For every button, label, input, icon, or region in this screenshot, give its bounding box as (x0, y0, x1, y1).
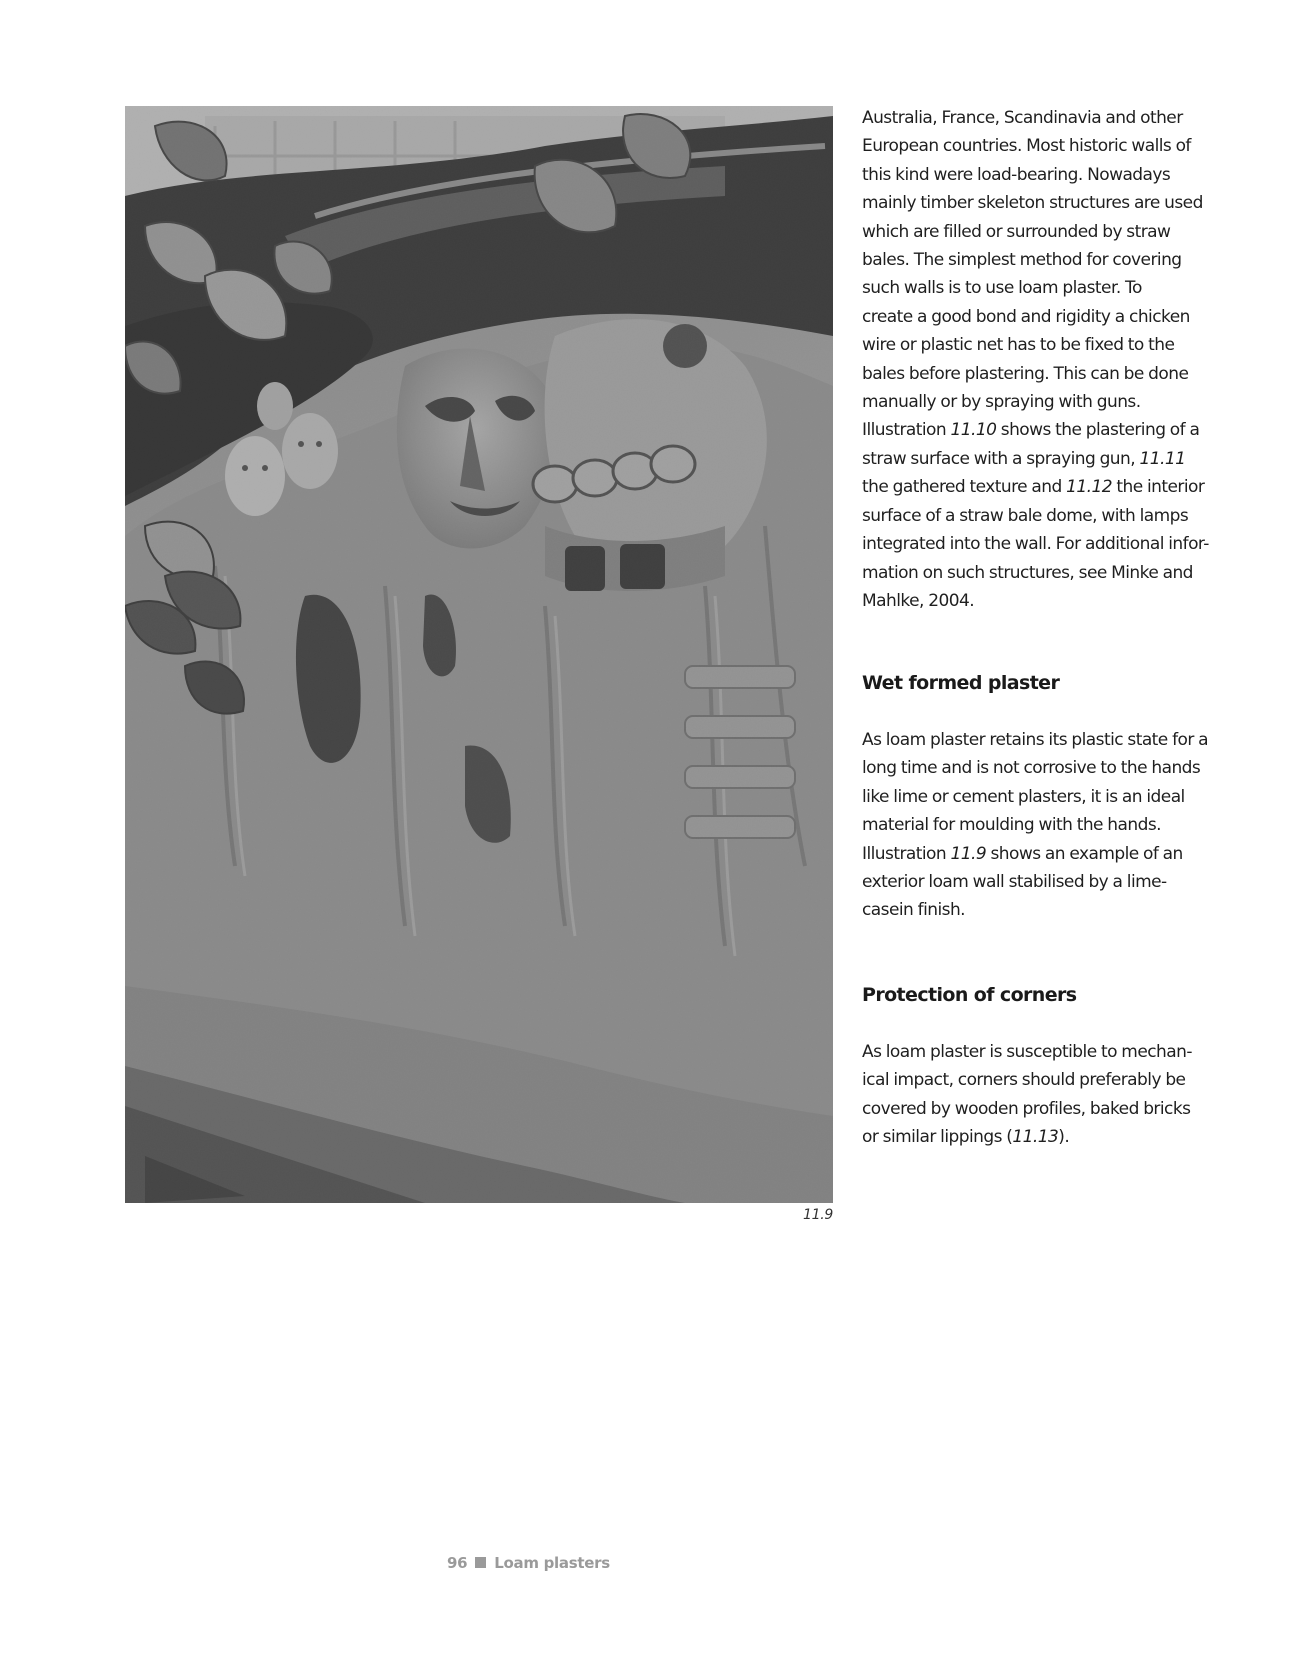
text-line (862, 896, 1208, 924)
figure-reference: 11.12 (1066, 477, 1113, 498)
text-line (862, 840, 1208, 868)
text-segment: ). (1058, 1127, 1070, 1148)
text-segment: such walls is to use loam plaster. To (862, 278, 1142, 299)
loam-wall-photo (125, 106, 833, 1203)
text-line (862, 1095, 1192, 1123)
text-segment: European countries. Most historic walls of (862, 136, 1191, 157)
text-segment: bales before plastering. This can be done (862, 363, 1189, 384)
text-line (862, 559, 1209, 587)
page-footer (447, 1554, 610, 1572)
text-segment: like lime or cement plasters, it is an ideal (862, 786, 1185, 807)
text-line (862, 726, 1208, 754)
text-segment: long time and is not corrosive to the hands (862, 758, 1201, 779)
text-segment: bales. The simplest method for covering (862, 250, 1182, 271)
text-line (862, 868, 1208, 896)
text-segment: surface of a straw bale dome, with lamps (862, 505, 1189, 526)
text-line (862, 445, 1209, 473)
text-line (862, 104, 1209, 132)
text-segment: casein finish. (862, 900, 966, 921)
page-number: 96 (447, 1554, 468, 1572)
text-segment: the interior (1112, 477, 1205, 498)
text-line (862, 587, 1209, 615)
text-segment: covered by wooden profiles, baked bricks (862, 1098, 1191, 1119)
figure-reference: 11.9 (950, 843, 987, 864)
text-segment: this kind were load-bearing. Nowadays (862, 164, 1171, 185)
text-segment: As loam plaster is susceptible to mechan- (862, 1042, 1192, 1062)
text-line (862, 218, 1209, 246)
text-segment: Australia, France, Scandinavia and other (862, 108, 1183, 128)
text-line (862, 811, 1208, 839)
text-segment: or similar lippings ( (862, 1127, 1013, 1148)
text-line (862, 388, 1209, 416)
square-separator-icon (475, 1557, 486, 1568)
text-line (862, 783, 1208, 811)
text-segment: material for moulding with the hands. (862, 815, 1162, 836)
text-line (862, 473, 1209, 501)
figure-caption: 11.9 (803, 1207, 833, 1223)
text-segment: Illustration (862, 843, 951, 864)
text-segment: exterior loam wall stabilised by a lime- (862, 872, 1167, 893)
text-segment: shows an example of an (986, 843, 1183, 864)
text-line (862, 530, 1209, 558)
text-line (862, 1123, 1192, 1151)
text-line (862, 416, 1209, 444)
text-segment: mation on such structures, see Minke and (862, 562, 1193, 583)
text-segment: which are filled or surrounded by straw (862, 221, 1171, 242)
text-segment: mainly timber skeleton structures are used (862, 193, 1203, 214)
text-line (862, 1066, 1192, 1094)
text-segment: shows the plastering of a (996, 420, 1200, 441)
text-line (862, 274, 1209, 302)
text-line (862, 189, 1209, 217)
text-line (862, 331, 1209, 359)
running-section-title: Loam plasters (494, 1554, 610, 1572)
figure-reference: 11.13 (1012, 1127, 1059, 1148)
text-line (862, 161, 1209, 189)
section-heading-wet-formed-plaster: Wet formed plaster (862, 672, 1060, 694)
body-paragraph-3 (862, 1038, 1192, 1152)
text-line (862, 132, 1209, 160)
body-paragraph-1 (862, 104, 1209, 615)
text-line (862, 303, 1209, 331)
sculpted-wall-image (125, 106, 833, 1203)
text-segment: create a good bond and rigidity a chicken (862, 306, 1190, 327)
text-segment: wire or plastic net has to be fixed to the (862, 335, 1175, 356)
text-segment: As loam plaster retains its plastic state for a (862, 730, 1209, 750)
text-line (862, 360, 1209, 388)
body-paragraph-2 (862, 726, 1208, 925)
text-line (862, 502, 1209, 530)
figure-reference: 11.11 (1139, 448, 1186, 469)
text-segment: straw surface with a spraying gun, (862, 448, 1140, 469)
section-heading-protection-of-corners: Protection of corners (862, 984, 1077, 1006)
text-segment: the gathered texture and (862, 477, 1067, 498)
figure-reference: 11.10 (950, 420, 997, 441)
text-segment: Illustration (862, 420, 951, 441)
text-segment: integrated into the wall. For additional infor- (862, 534, 1209, 555)
text-segment: ical impact, corners should preferably be (862, 1070, 1186, 1091)
text-line (862, 246, 1209, 274)
text-segment: manually or by spraying with guns. (862, 392, 1141, 413)
text-segment: Mahlke, 2004. (862, 590, 975, 611)
text-line (862, 754, 1208, 782)
text-line (862, 1038, 1192, 1066)
